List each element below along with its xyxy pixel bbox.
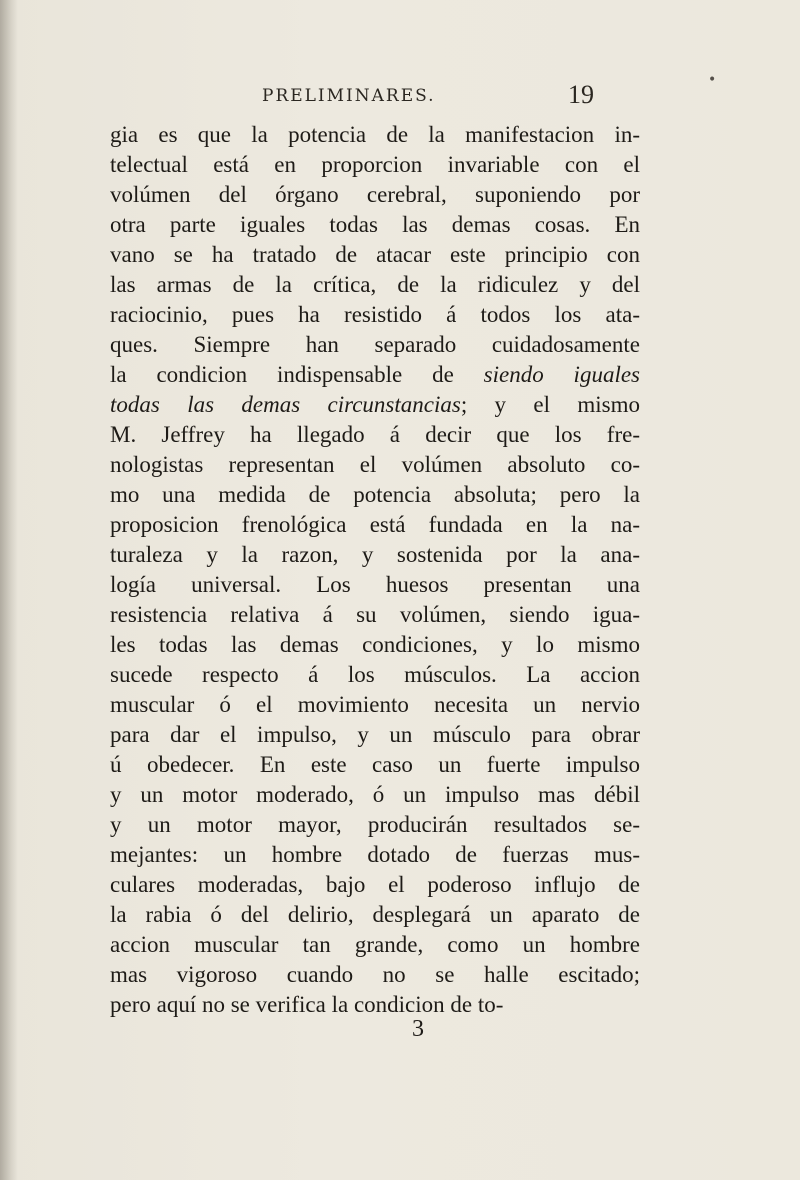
text-line: ques. Siempre han separado cuidadosamente	[110, 332, 640, 357]
text-run: la condicion indispensable de	[110, 362, 484, 387]
text-run: ; y el mismo	[460, 392, 640, 417]
text-line: accion muscular tan grande, como un hombre	[110, 932, 640, 957]
page-number: 19	[568, 80, 594, 109]
text-line: mo una medida de potencia absoluta; pero la	[110, 482, 640, 507]
running-title: PRELIMINARES.	[262, 86, 436, 106]
text-line: telectual está en proporcion invariable con el	[110, 152, 640, 177]
text-line: las armas de la crítica, de la ridiculez y del	[110, 272, 640, 297]
text-line: les todas las demas condiciones, y lo mismo	[110, 632, 640, 657]
italic-phrase: siendo iguales	[483, 362, 640, 387]
text-line: mas vigoroso cuando no se halle escitado;	[110, 962, 640, 987]
signature-mark: 3	[412, 1016, 424, 1042]
text-line: gia es que la potencia de la manifestacion in-	[110, 122, 640, 147]
text-line: y un motor mayor, producirán resultados se-	[110, 812, 640, 837]
body-text	[110, 120, 640, 1020]
text-line: turaleza y la razon, y sostenida por la ana-	[110, 542, 640, 567]
binding-shadow	[0, 0, 18, 1180]
text-line: raciocinio, pues ha resistido á todos los ata-	[110, 302, 640, 327]
text-line: volúmen del órgano cerebral, suponiendo por	[110, 182, 640, 207]
text-line: M. Jeffrey ha llegado á decir que los fre-	[110, 422, 640, 447]
text-line: la rabia ó del delirio, desplegará un aparato de	[110, 902, 640, 927]
text-line: pero aquí no se verifica la condicion de to-	[110, 992, 504, 1017]
text-line-emphasis	[110, 390, 640, 420]
text-line: nologistas representan el volúmen absoluto co-	[110, 452, 640, 477]
running-head	[0, 80, 800, 116]
text-line: sucede respecto á los músculos. La accion	[110, 662, 640, 687]
text-line: mejantes: un hombre dotado de fuerzas mus-	[110, 842, 640, 867]
text-line: culares moderadas, bajo el poderoso influjo de	[110, 872, 640, 897]
text-line: proposicion frenológica está fundada en la na-	[110, 512, 640, 537]
text-line: ú obedecer. En este caso un fuerte impulso	[110, 752, 640, 777]
text-line: otra parte iguales todas las demas cosas. En	[110, 212, 640, 237]
corner-mark: •	[708, 72, 717, 88]
text-line: y un motor moderado, ó un impulso mas débil	[110, 782, 640, 807]
text-line: para dar el impulso, y un músculo para obrar	[110, 722, 640, 747]
text-line: muscular ó el movimiento necesita un nervio	[110, 692, 640, 717]
text-line-emphasis	[110, 360, 640, 390]
text-line: logía universal. Los huesos presentan una	[110, 572, 640, 597]
text-line: resistencia relativa á su volúmen, siendo igua-	[110, 602, 640, 627]
text-line: vano se ha tratado de atacar este principio con	[110, 242, 640, 267]
italic-phrase: todas las demas circunstancias	[110, 392, 461, 417]
